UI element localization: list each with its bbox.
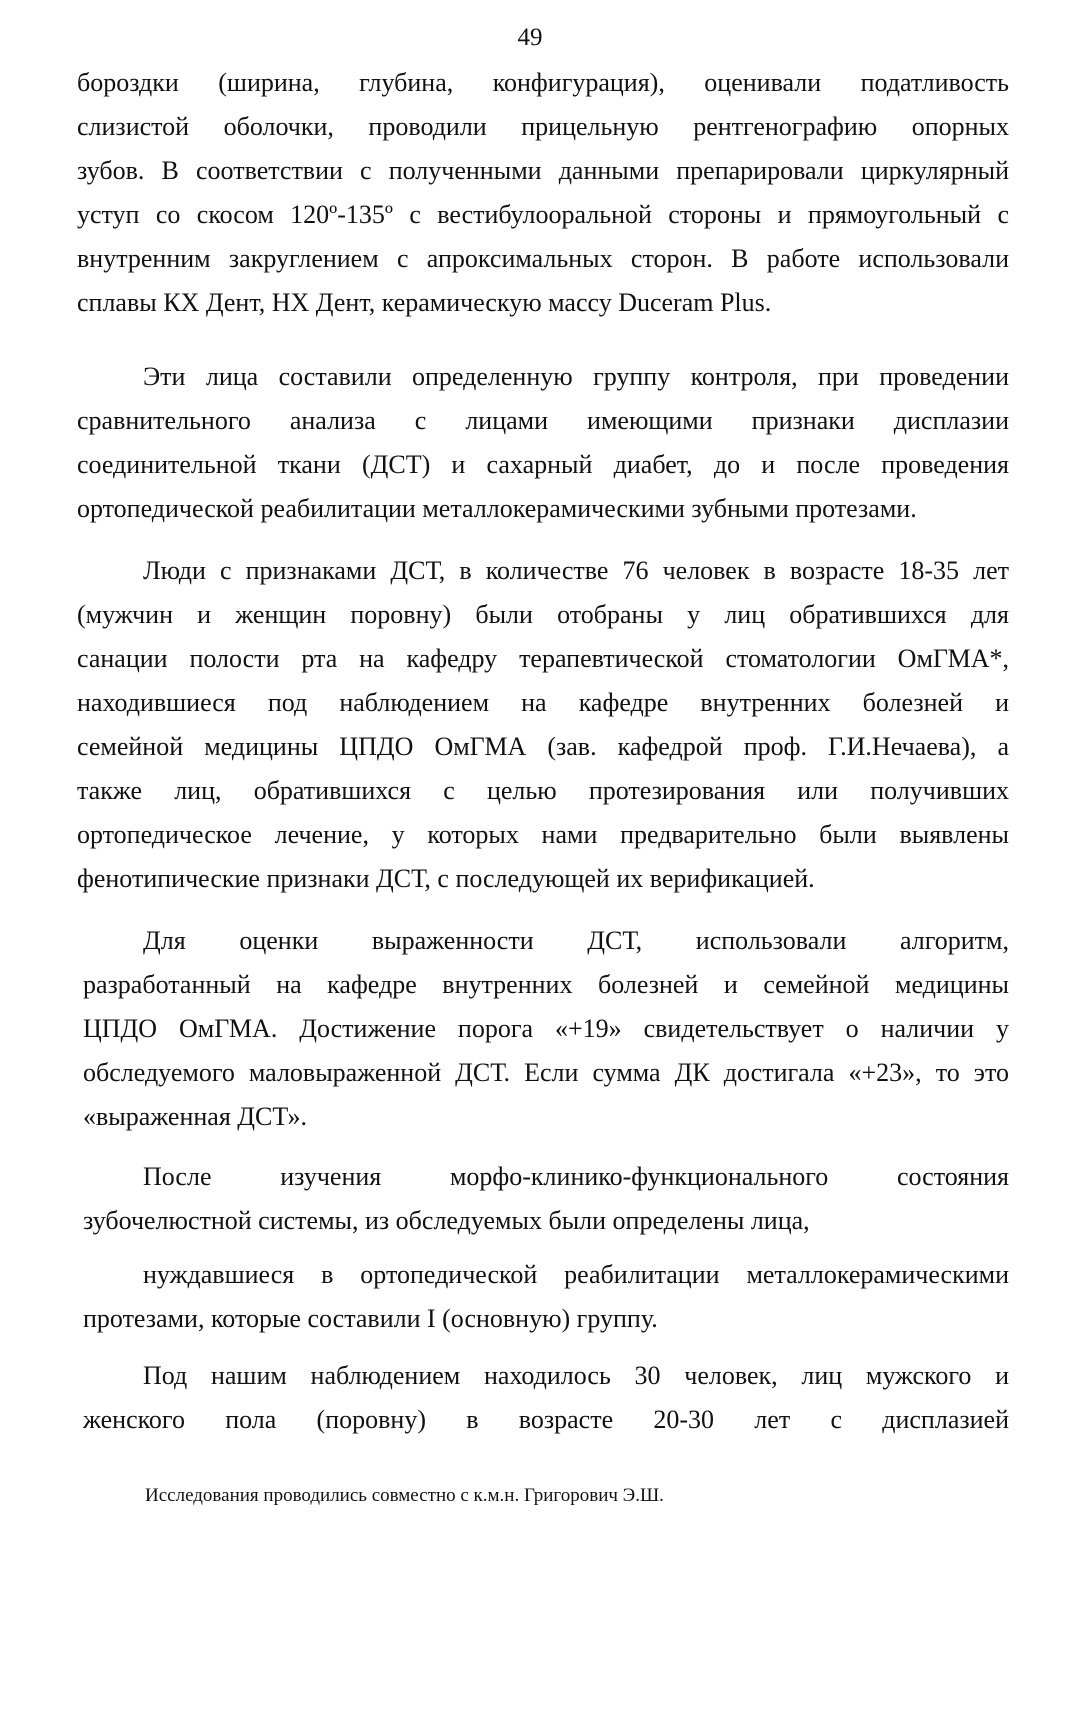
text-line: санации полости рта на кафедру терапевтической стоматологии ОмГМА*, bbox=[77, 644, 1009, 673]
text-line: ЦПДО ОмГМА. Достижение порога «+19» свидетельствует о наличии у bbox=[83, 1014, 1009, 1043]
text-line: также лиц, обратившихся с целью протезирования или получивших bbox=[77, 776, 1009, 805]
text-line: ортопедической реабилитации металлокерамическими зубными протезами. bbox=[77, 494, 917, 523]
text-line: слизистой оболочки, проводили прицельную рентгенографию опорных bbox=[77, 112, 1009, 141]
text-line: соединительной ткани (ДСТ) и сахарный диабет, до и после проведения bbox=[77, 450, 1009, 479]
text-line: семейной медицины ЦПДО ОмГМА (зав. кафедрой проф. Г.И.Нечаева), а bbox=[77, 732, 1009, 761]
text-line: бороздки (ширина, глубина, конфигурация), оценивали податливость bbox=[77, 68, 1009, 97]
text-line: уступ со скосом 120º-135º с вестибулооральной стороны и прямоугольный с bbox=[77, 200, 1009, 229]
text-line: женского пола (поровну) в возрасте 20-30 лет с дисплазией bbox=[83, 1405, 1009, 1434]
text-line: зубочелюстной системы, из обследуемых были определены лица, bbox=[83, 1206, 810, 1235]
paragraph-first-line: Под нашим наблюдением находилось 30 человек, лиц мужского и bbox=[143, 1361, 1009, 1390]
text-line: разработанный на кафедре внутренних болезней и семейной медицины bbox=[83, 970, 1009, 999]
text-line: находившиеся под наблюдением на кафедре внутренних болезней и bbox=[77, 688, 1009, 717]
text-line: внутренним закруглением с апроксимальных сторон. В работе использовали bbox=[77, 244, 1009, 273]
text-line: сплавы КХ Дент, НХ Дент, керамическую массу Duceram Plus. bbox=[77, 288, 772, 317]
text-line: зубов. В соответствии с полученными данными препарировали циркулярный bbox=[77, 156, 1009, 185]
text-line: сравнительного анализа с лицами имеющими признаки дисплазии bbox=[77, 406, 1009, 435]
text-line: фенотипические признаки ДСТ, с последующей их верификацией. bbox=[77, 864, 815, 893]
page-number: 49 bbox=[517, 24, 543, 51]
text-line: (мужчин и женщин поровну) были отобраны у лиц обратившихся для bbox=[77, 600, 1009, 629]
text-line: ортопедическое лечение, у которых нами предварительно были выявлены bbox=[77, 820, 1009, 849]
paragraph-first-line: Эти лица составили определенную группу контроля, при проведении bbox=[143, 362, 1009, 391]
text-line: обследуемого маловыраженной ДСТ. Если сумма ДК достигала «+23», то это bbox=[83, 1058, 1009, 1087]
paragraph-first-line: Для оценки выраженности ДСТ, использовали алгоритм, bbox=[143, 926, 1009, 955]
paragraph-first-line: После изучения морфо-клинико-функционального состояния bbox=[143, 1162, 1009, 1191]
footnote: Исследования проводились совместно с к.м.н. Григорович Э.Ш. bbox=[145, 1485, 664, 1506]
text-line: «выраженная ДСТ». bbox=[83, 1102, 308, 1131]
paragraph-first-line: нуждавшиеся в ортопедической реабилитации металлокерамическими bbox=[143, 1260, 1009, 1289]
paragraph-first-line: Люди с признаками ДСТ, в количестве 76 человек в возрасте 18-35 лет bbox=[143, 556, 1009, 585]
text-line: протезами, которые составили I (основную) группу. bbox=[83, 1304, 658, 1333]
